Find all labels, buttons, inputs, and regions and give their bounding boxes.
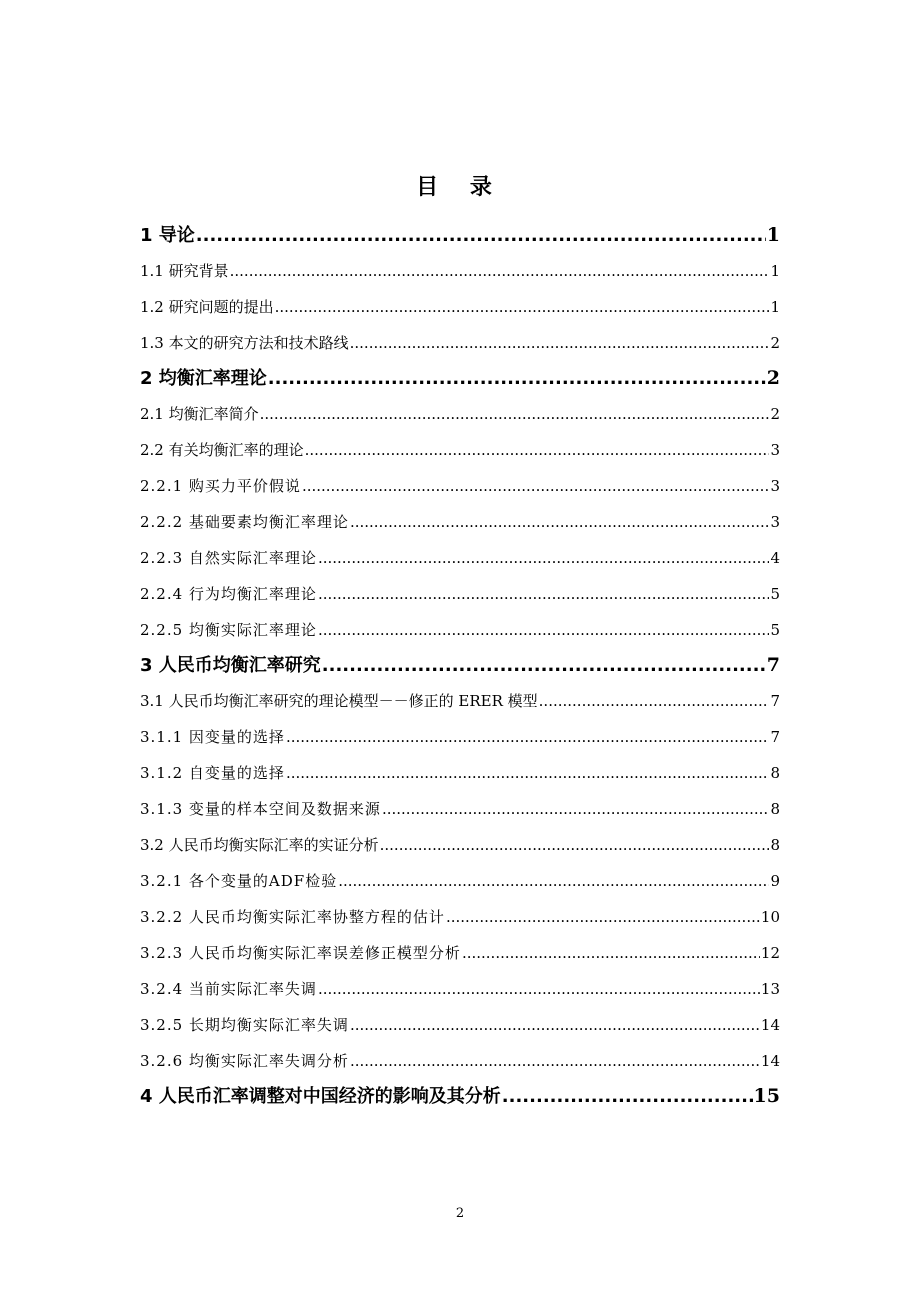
dot-leader bbox=[318, 612, 770, 648]
toc-entry-label: 1.2 研究问题的提出 bbox=[140, 298, 274, 316]
toc-entry-label: 2.2 有关均衡汇率的理论 bbox=[140, 441, 304, 459]
toc-entry-page: 3 bbox=[770, 477, 780, 495]
toc-entry-page: 12 bbox=[760, 944, 780, 962]
toc-entry-label: 1 导论 bbox=[140, 225, 195, 246]
toc-entry-label: 3.2.6 均衡实际汇率失调分析 bbox=[140, 1052, 349, 1070]
toc-entry[interactable] bbox=[140, 719, 780, 755]
dot-leader bbox=[350, 504, 770, 540]
dot-leader bbox=[286, 755, 770, 791]
dot-leader bbox=[338, 863, 769, 899]
toc-entry-page: 1 bbox=[766, 224, 780, 246]
dot-leader bbox=[318, 540, 770, 576]
toc-entry-label: 3.2.4 当前实际汇率失调 bbox=[140, 980, 317, 998]
toc-entry[interactable] bbox=[140, 1079, 780, 1114]
toc-entry[interactable] bbox=[140, 971, 780, 1007]
toc-entry[interactable] bbox=[140, 361, 780, 396]
dot-leader bbox=[196, 218, 766, 253]
toc-entry[interactable] bbox=[140, 863, 780, 899]
dot-leader bbox=[350, 325, 770, 361]
toc-entry-label: 3.2.1 各个变量的ADF检验 bbox=[140, 872, 338, 890]
dot-leader bbox=[302, 468, 770, 504]
dot-leader bbox=[350, 1043, 760, 1079]
dot-leader bbox=[305, 432, 770, 468]
toc-entry-page: 13 bbox=[760, 980, 780, 998]
toc-entry-page: 14 bbox=[760, 1052, 780, 1070]
toc-entry-label: 2 均衡汇率理论 bbox=[140, 368, 267, 389]
toc-entry[interactable] bbox=[140, 540, 780, 576]
toc-entry-label: 3.1.3 变量的样本空间及数据来源 bbox=[140, 800, 381, 818]
toc-entry[interactable] bbox=[140, 576, 780, 612]
toc-entry-page: 8 bbox=[770, 800, 780, 818]
toc-entry-page: 1 bbox=[770, 298, 780, 316]
toc-entry-label: 2.1 均衡汇率简介 bbox=[140, 405, 259, 423]
toc-entry[interactable] bbox=[140, 648, 780, 683]
toc-entry-label: 3.2.2 人民币均衡实际汇率协整方程的估计 bbox=[140, 908, 445, 926]
toc-entry-label: 1.3 本文的研究方法和技术路线 bbox=[140, 334, 349, 352]
toc-entry-label: 3.1.2 自变量的选择 bbox=[140, 764, 285, 782]
dot-leader bbox=[539, 683, 770, 719]
page-number: 2 bbox=[455, 1206, 465, 1221]
toc-entry[interactable] bbox=[140, 755, 780, 791]
toc-entry-label: 1.1 研究背景 bbox=[140, 262, 229, 280]
dot-leader bbox=[275, 289, 770, 325]
dot-leader bbox=[502, 1079, 753, 1114]
toc-entry-page: 14 bbox=[760, 1016, 780, 1034]
toc-entry-label: 2.2.5 均衡实际汇率理论 bbox=[140, 621, 317, 639]
toc-entry[interactable] bbox=[140, 827, 780, 863]
dot-leader bbox=[260, 396, 770, 432]
toc-entry-page: 5 bbox=[770, 621, 780, 639]
toc-entry[interactable] bbox=[140, 1043, 780, 1079]
toc-entry[interactable] bbox=[140, 468, 780, 504]
toc-entry-page: 2 bbox=[770, 334, 780, 352]
toc-entry-label: 2.2.2 基础要素均衡汇率理论 bbox=[140, 513, 349, 531]
toc-entry-page: 7 bbox=[770, 692, 780, 710]
toc-entry[interactable] bbox=[140, 396, 780, 432]
toc-entry[interactable] bbox=[140, 218, 780, 253]
dot-leader bbox=[230, 253, 770, 289]
toc-entry-label: 2.2.4 行为均衡汇率理论 bbox=[140, 585, 317, 603]
dot-leader bbox=[318, 576, 770, 612]
toc-entry[interactable] bbox=[140, 253, 780, 289]
toc-entry-page: 15 bbox=[753, 1085, 780, 1107]
toc-entry-page: 10 bbox=[760, 908, 780, 926]
toc-entry-label: 3.1 人民币均衡汇率研究的理论模型－－修正的 ERER 模型 bbox=[140, 692, 538, 710]
dot-leader bbox=[286, 719, 770, 755]
toc-entry[interactable] bbox=[140, 504, 780, 540]
toc-entry-page: 1 bbox=[770, 262, 780, 280]
toc-entry-label: 2.2.1 购买力平价假说 bbox=[140, 477, 301, 495]
toc-entry[interactable] bbox=[140, 612, 780, 648]
toc-entry-page: 9 bbox=[770, 872, 780, 890]
toc-entry-page: 8 bbox=[770, 764, 780, 782]
toc-entry[interactable] bbox=[140, 1007, 780, 1043]
toc-entry[interactable] bbox=[140, 899, 780, 935]
dot-leader bbox=[380, 827, 770, 863]
dot-leader bbox=[350, 1007, 760, 1043]
toc-entry-page: 5 bbox=[770, 585, 780, 603]
dot-leader bbox=[318, 971, 760, 1007]
toc-entry[interactable] bbox=[140, 935, 780, 971]
toc-entry-page: 7 bbox=[766, 654, 780, 676]
toc-entry-label: 3.2 人民币均衡实际汇率的实证分析 bbox=[140, 836, 379, 854]
dot-leader bbox=[462, 935, 760, 971]
dot-leader bbox=[446, 899, 760, 935]
toc-entry-page: 3 bbox=[770, 441, 780, 459]
toc-entry-label: 3 人民币均衡汇率研究 bbox=[140, 655, 321, 676]
toc-entry[interactable] bbox=[140, 683, 780, 719]
dot-leader bbox=[382, 791, 770, 827]
toc-entry-page: 3 bbox=[770, 513, 780, 531]
toc-entry-page: 2 bbox=[766, 367, 780, 389]
toc-entry-page: 2 bbox=[770, 405, 780, 423]
toc-entry-page: 7 bbox=[770, 728, 780, 746]
toc-entry-page: 8 bbox=[770, 836, 780, 854]
table-of-contents bbox=[140, 218, 780, 1114]
toc-entry-label: 3.1.1 因变量的选择 bbox=[140, 728, 285, 746]
toc-entry-label: 3.2.3 人民币均衡实际汇率误差修正模型分析 bbox=[140, 944, 461, 962]
dot-leader bbox=[268, 361, 766, 396]
toc-entry[interactable] bbox=[140, 791, 780, 827]
toc-entry-label: 2.2.3 自然实际汇率理论 bbox=[140, 549, 317, 567]
toc-entry[interactable] bbox=[140, 432, 780, 468]
toc-entry-label: 4 人民币汇率调整对中国经济的影响及其分析 bbox=[140, 1086, 501, 1107]
toc-entry-page: 4 bbox=[770, 549, 780, 567]
toc-entry[interactable] bbox=[140, 325, 780, 361]
toc-entry-label: 3.2.5 长期均衡实际汇率失调 bbox=[140, 1016, 349, 1034]
dot-leader bbox=[322, 648, 766, 683]
toc-title: 目 录 bbox=[416, 175, 504, 200]
toc-entry[interactable] bbox=[140, 289, 780, 325]
